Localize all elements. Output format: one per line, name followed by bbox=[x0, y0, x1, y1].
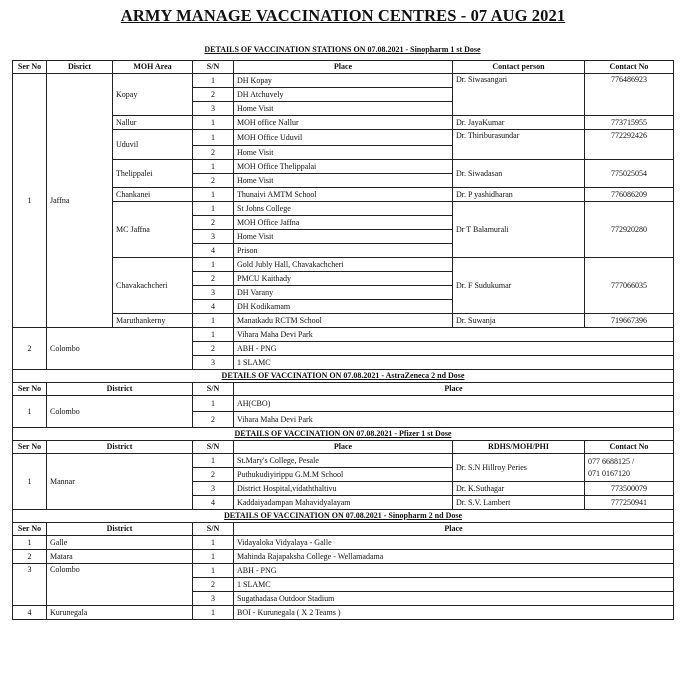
place-cell: District Hospital,vidaththaltivu bbox=[234, 482, 453, 496]
district-cell: Jaffna bbox=[47, 74, 113, 328]
col-sn: S/N bbox=[193, 383, 234, 396]
sn-cell: 2 bbox=[193, 412, 234, 428]
contact-person-cell: Dr. Siwasangari bbox=[453, 74, 585, 116]
page-title: ARMY MANAGE VACCINATION CENTRES - 07 AUG 2021 bbox=[120, 6, 566, 25]
sn-cell: 1 bbox=[193, 188, 234, 202]
table-row bbox=[13, 130, 674, 146]
table-row bbox=[13, 550, 674, 564]
col-rdhs: RDHS/MOH/PHI bbox=[453, 441, 585, 454]
sn-cell: 1 bbox=[193, 160, 234, 174]
contact-no-cell: 719667396 bbox=[585, 314, 674, 328]
ser-no-cell: 4 bbox=[13, 606, 47, 620]
sn-cell: 1 bbox=[193, 314, 234, 328]
place-cell: Manatkadu RCTM School bbox=[234, 314, 453, 328]
moh-area-cell: Thelippalei bbox=[113, 160, 193, 188]
place-cell: St.Mary's College, Pesale bbox=[234, 454, 453, 468]
place-cell: Mahinda Rajapaksha College - Wellamadama bbox=[234, 550, 674, 564]
ser-no-cell: 1 bbox=[13, 74, 47, 328]
place-cell: PMCU Kaithady bbox=[234, 272, 453, 286]
sn-cell: 4 bbox=[193, 244, 234, 258]
sn-cell: 4 bbox=[193, 496, 234, 510]
place-cell: Puthukudiyirippu G.M.M School bbox=[234, 468, 453, 482]
sn-cell: 3 bbox=[193, 592, 234, 606]
table-header-row bbox=[13, 441, 674, 454]
table-row bbox=[13, 536, 674, 550]
place-cell: Sugathadasa Outdoor Stadium bbox=[234, 592, 674, 606]
sn-cell: 1 bbox=[193, 116, 234, 130]
sn-cell: 2 bbox=[193, 578, 234, 592]
contact-person-cell: Dr. K.Suthagar bbox=[453, 482, 585, 496]
col-sn: S/N bbox=[193, 61, 234, 74]
place-cell: DH Atchuvely bbox=[234, 88, 453, 102]
contact-no-cell: 772920280 bbox=[585, 202, 674, 258]
sn-cell: 1 bbox=[193, 202, 234, 216]
col-place: Place bbox=[234, 523, 674, 536]
table-row bbox=[13, 74, 674, 88]
moh-area-cell: Chankanei bbox=[113, 188, 193, 202]
contact-no-cell: 776486923 bbox=[585, 74, 674, 116]
moh-area-cell: MC Jaffna bbox=[113, 202, 193, 258]
district-cell: Colombo bbox=[47, 328, 193, 370]
ser-no-cell: 1 bbox=[13, 454, 47, 510]
place-cell: Home Visit bbox=[234, 102, 453, 116]
moh-area-cell: Nallur bbox=[113, 116, 193, 130]
col-sn: S/N bbox=[193, 441, 234, 454]
place-cell: Prison bbox=[234, 244, 453, 258]
sn-cell: 1 bbox=[193, 258, 234, 272]
section1-heading: DETAILS OF VACCINATION STATIONS ON 07.08.2021 - Sinopharm 1 st Dose bbox=[204, 45, 481, 54]
col-moh-area: MOH Area bbox=[113, 61, 193, 74]
contact-no-cell: 777066035 bbox=[585, 258, 674, 314]
place-cell: Home Visit bbox=[234, 230, 453, 244]
sn-cell: 1 bbox=[193, 550, 234, 564]
contact-person-cell: Dr. Siwadasan bbox=[453, 160, 585, 188]
place-cell: MOH Office Uduvil bbox=[234, 130, 453, 146]
contact-person-cell: Dr. S.V. Lambert bbox=[453, 496, 585, 510]
place-cell: MOH Office Jaffna bbox=[234, 216, 453, 230]
place-cell: 1 SLAMC bbox=[234, 578, 674, 592]
contact-no-cell bbox=[585, 454, 674, 482]
place-cell: MOH Office Thelippalai bbox=[234, 160, 453, 174]
sn-cell: 1 bbox=[193, 130, 234, 146]
district-cell: Matara bbox=[47, 550, 193, 564]
sn-cell: 3 bbox=[193, 356, 234, 370]
place-cell: ABH - PNG bbox=[234, 564, 674, 578]
section-heading-row bbox=[13, 370, 674, 383]
sn-cell: 2 bbox=[193, 216, 234, 230]
table-row bbox=[13, 202, 674, 216]
col-ser-no: Ser No bbox=[13, 523, 47, 536]
sinopharm-first-dose-table bbox=[12, 60, 674, 620]
moh-area-cell: Uduvil bbox=[113, 130, 193, 160]
contact-person-cell: Dr. S.N Hillroy Peries bbox=[453, 454, 585, 482]
moh-area-cell: Maruthankerny bbox=[113, 314, 193, 328]
district-cell: Colombo bbox=[47, 396, 193, 428]
contact-person-cell: Dr. JayaKumar bbox=[453, 116, 585, 130]
col-district: Disrict bbox=[47, 61, 113, 74]
place-cell: ABH - PNG bbox=[234, 342, 674, 356]
col-place: Place bbox=[234, 61, 453, 74]
contact-person-cell: Dr. P yashidharan bbox=[453, 188, 585, 202]
col-ser-no: Ser No bbox=[13, 441, 47, 454]
col-contact-no: Contact No bbox=[585, 61, 674, 74]
ser-no-cell: 2 bbox=[13, 550, 47, 564]
sn-cell: 3 bbox=[193, 482, 234, 496]
sn-cell: 3 bbox=[193, 230, 234, 244]
place-cell: St Johns College bbox=[234, 202, 453, 216]
contact-phone-1: 077 6688125 / bbox=[588, 456, 635, 466]
col-ser-no: Ser No bbox=[13, 383, 47, 396]
place-cell: Vidayaloka Vidyalaya - Galle bbox=[234, 536, 674, 550]
place-cell: MOH office Nallur bbox=[234, 116, 453, 130]
ser-no-cell: 1 bbox=[13, 396, 47, 428]
sn-cell: 1 bbox=[193, 536, 234, 550]
table-row bbox=[13, 564, 674, 578]
sn-cell: 4 bbox=[193, 300, 234, 314]
sn-cell: 2 bbox=[193, 174, 234, 188]
sn-cell: 1 bbox=[193, 328, 234, 342]
contact-no-cell: 777250941 bbox=[585, 496, 674, 510]
table-row bbox=[13, 188, 674, 202]
place-cell: DH Varany bbox=[234, 286, 453, 300]
section-heading-row bbox=[13, 428, 674, 441]
place-cell: BOI - Kurunegala ( X 2 Teams ) bbox=[234, 606, 674, 620]
sn-cell: 1 bbox=[193, 454, 234, 468]
section-heading-row bbox=[13, 510, 674, 523]
col-district: District bbox=[47, 383, 193, 396]
col-place: Place bbox=[234, 441, 453, 454]
table-row bbox=[13, 116, 674, 130]
col-district: District bbox=[47, 523, 193, 536]
contact-no-cell: 772292426 bbox=[585, 130, 674, 160]
moh-area-cell: Kopay bbox=[113, 74, 193, 116]
ser-no-cell: 3 bbox=[13, 564, 47, 606]
place-cell: Home Visit bbox=[234, 146, 453, 160]
table-row bbox=[13, 314, 674, 328]
place-cell: Vihara Maha Devi Park bbox=[234, 412, 674, 428]
district-cell: Colombo bbox=[47, 564, 193, 606]
col-district: District bbox=[47, 441, 193, 454]
table-header-row bbox=[13, 61, 674, 74]
contact-phone-2: 071 0167120 bbox=[588, 468, 630, 478]
col-place: Place bbox=[234, 383, 674, 396]
district-cell: Galle bbox=[47, 536, 193, 550]
sn-cell: 2 bbox=[193, 146, 234, 160]
contact-person-cell: Dr. Thiriburasundar bbox=[453, 130, 585, 160]
table-row bbox=[13, 606, 674, 620]
section3-heading: DETAILS OF VACCINATION ON 07.08.2021 - Pfizer 1 st Dose bbox=[13, 428, 674, 441]
sn-cell: 2 bbox=[193, 272, 234, 286]
col-ser-no: Ser No bbox=[13, 61, 47, 74]
place-cell: Kaddaiyadampan Mahavidyalayam bbox=[234, 496, 453, 510]
sn-cell: 1 bbox=[193, 74, 234, 88]
sn-cell: 1 bbox=[193, 606, 234, 620]
contact-no-cell: 776086209 bbox=[585, 188, 674, 202]
table-row bbox=[13, 258, 674, 272]
sn-cell: 2 bbox=[193, 88, 234, 102]
sn-cell: 1 bbox=[193, 396, 234, 412]
sn-cell: 3 bbox=[193, 102, 234, 116]
place-cell: Gold Jubly Hall, Chavakachcheri bbox=[234, 258, 453, 272]
section2-heading: DETAILS OF VACCINATION ON 07.08.2021 - AstraZeneca 2 nd Dose bbox=[13, 370, 674, 383]
moh-area-cell: Chavakachcheri bbox=[113, 258, 193, 314]
table-row bbox=[13, 396, 674, 412]
place-cell: Vihara Maha Devi Park bbox=[234, 328, 674, 342]
place-cell: DH Kopay bbox=[234, 74, 453, 88]
sn-cell: 2 bbox=[193, 342, 234, 356]
contact-person-cell: Dr. Suwanja bbox=[453, 314, 585, 328]
place-cell: Home Visit bbox=[234, 174, 453, 188]
col-contact-no: Contact No bbox=[585, 441, 674, 454]
col-contact-person: Contact person bbox=[453, 61, 585, 74]
table-header-row bbox=[13, 383, 674, 396]
table-row bbox=[13, 160, 674, 174]
table-row bbox=[13, 328, 674, 342]
contact-no-cell: 773715955 bbox=[585, 116, 674, 130]
place-cell: 1 SLAMC bbox=[234, 356, 674, 370]
ser-no-cell: 2 bbox=[13, 328, 47, 370]
district-cell: Mannar bbox=[47, 454, 193, 510]
sn-cell: 1 bbox=[193, 564, 234, 578]
section4-heading: DETAILS OF VACCINATION ON 07.08.2021 - Sinopharm 2 nd Dose bbox=[13, 510, 674, 523]
col-sn: S/N bbox=[193, 523, 234, 536]
table-row bbox=[13, 454, 674, 468]
ser-no-cell: 1 bbox=[13, 536, 47, 550]
table-header-row bbox=[13, 523, 674, 536]
sn-cell: 2 bbox=[193, 468, 234, 482]
contact-person-cell: Dr. F Sudukumar bbox=[453, 258, 585, 314]
contact-person-cell: Dr T Balamurali bbox=[453, 202, 585, 258]
contact-no-cell: 773500079 bbox=[585, 482, 674, 496]
sn-cell: 3 bbox=[193, 286, 234, 300]
place-cell: Thunaivi AMTM School bbox=[234, 188, 453, 202]
contact-no-cell: 775025054 bbox=[585, 160, 674, 188]
place-cell: DH Kodikamam bbox=[234, 300, 453, 314]
place-cell: AH(CBO) bbox=[234, 396, 674, 412]
district-cell: Kurunegala bbox=[47, 606, 193, 620]
